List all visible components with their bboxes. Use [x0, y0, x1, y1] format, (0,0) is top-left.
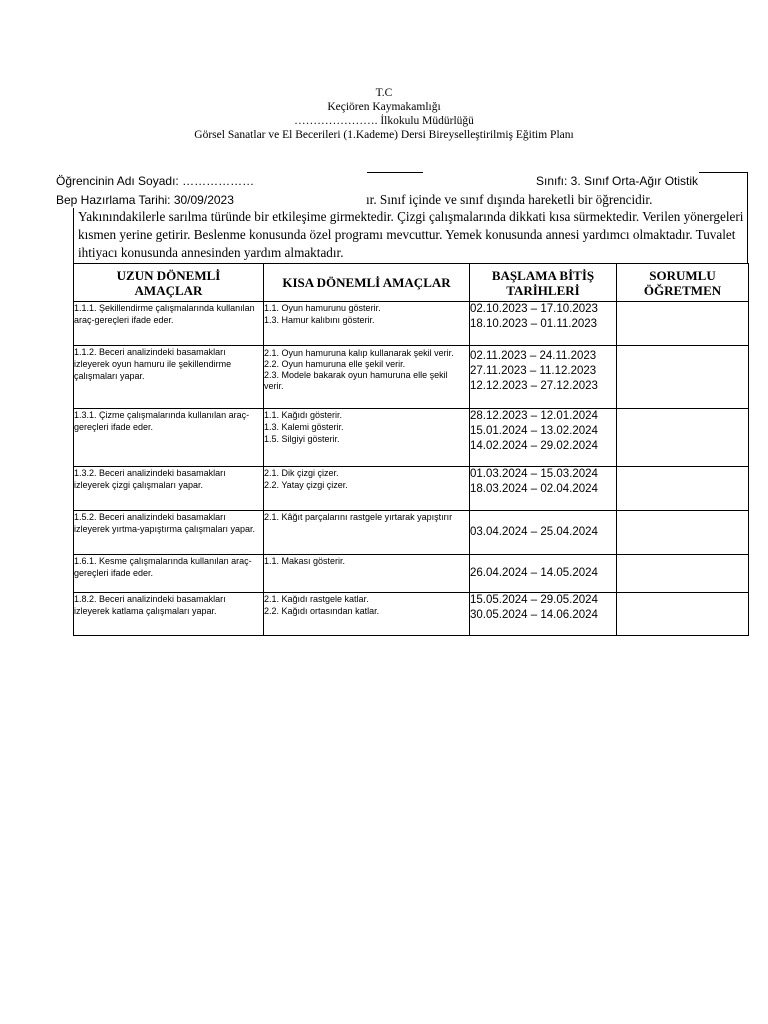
long-term-goal: 1.8.2. Beceri analizindeki basamakları izleyerek katlama çalışmaları yapar.	[74, 593, 264, 636]
short-term-goals	[264, 467, 470, 511]
info-left-border	[73, 208, 74, 263]
short-term-goal: 1.1. Makası gösterir.	[264, 556, 346, 566]
date-range: 30.05.2024 – 14.06.2024	[470, 609, 598, 621]
short-term-goal: 2.3. Modele bakarak oyun hamuruna elle şekil verir.	[264, 370, 448, 391]
date-range-cell	[470, 346, 617, 409]
short-term-goal: 2.2. Yatay çizgi çizer.	[264, 480, 348, 490]
short-term-goals	[264, 346, 470, 409]
teacher-cell	[617, 511, 749, 555]
header-school: …………………. İlkokulu Müdürlüğü	[294, 115, 474, 127]
short-term-goal: 2.1. Kâğıt parçalarını rastgele yırtarak yapıştırır	[264, 512, 453, 522]
short-term-goal: 1.3. Hamur kalıbını gösterir.	[264, 315, 375, 325]
date-range-cell	[470, 302, 617, 346]
long-term-goal: 1.3.2. Beceri analizindeki basamakları izleyerek çizgi çalışmaları yapar.	[74, 467, 264, 511]
date-range-cell	[470, 555, 617, 593]
header-dates-line2: TARİHLERİ	[506, 282, 580, 298]
short-term-goal: 2.2. Oyun hamuruna elle şekil verir.	[264, 359, 406, 369]
table-row	[74, 302, 749, 346]
student-class-label: Sınıfı: 3. Sınıf Orta-Ağır Otistik	[536, 174, 699, 188]
teacher-cell	[617, 302, 749, 346]
date-range: 14.02.2024 – 29.02.2024	[470, 440, 598, 452]
short-term-goal: 1.1. Kağıdı gösterir.	[264, 410, 343, 420]
short-term-goals	[264, 302, 470, 346]
short-term-goal: 2.1. Kağıdı rastgele katlar.	[264, 594, 369, 604]
date-range: 15.01.2024 – 13.02.2024	[470, 425, 598, 437]
long-term-goal: 1.5.2. Beceri analizindeki basamakları izleyerek yırtma-yapıştırma çalışmaları yapar.	[74, 511, 264, 555]
long-term-goal: 1.3.1. Çizme çalışmalarında kullanılan araç-gereçleri ifade eder.	[74, 409, 264, 467]
info-top-rule	[367, 172, 423, 173]
date-range: 03.04.2024 – 25.04.2024	[470, 526, 598, 538]
date-range: 12.12.2023 – 27.12.2023	[470, 380, 598, 392]
short-term-goals	[264, 511, 470, 555]
header-dates-line1: BAŞLAMA BİTİŞ	[491, 267, 595, 283]
header-long-term	[74, 264, 264, 302]
table-row	[74, 593, 749, 636]
teacher-cell	[617, 409, 749, 467]
short-term-goals	[264, 555, 470, 593]
table-row	[74, 555, 749, 593]
long-term-goal: 1.1.2. Beceri analizindeki basamakları izleyerek oyun hamuru ile şekillendirme çalışmaları yapar.	[74, 346, 264, 409]
student-name-label: Öğrencinin Adı Soyadı: ………………	[56, 174, 255, 188]
date-range: 18.10.2023 – 01.11.2023	[470, 318, 598, 330]
header-tc: T.C	[375, 87, 393, 99]
plan-date-label: Bep Hazırlama Tarihi: 30/09/2023	[56, 193, 234, 207]
header-teacher-line2: ÖĞRETMEN	[643, 282, 722, 298]
header-long-term-line2: AMAÇLAR	[134, 282, 203, 298]
header-district: Keçiören Kaymakamlığı	[327, 101, 441, 113]
table-row	[74, 409, 749, 467]
short-term-goal: 1.5. Silgiyi gösterir.	[264, 434, 340, 444]
table-row	[74, 346, 749, 409]
table-row	[74, 467, 749, 511]
info-right-rule	[699, 172, 748, 173]
short-term-goal: 1.1. Oyun hamurunu gösterir.	[264, 303, 381, 313]
header-short-term: KISA DÖNEMLİ AMAÇLAR	[264, 264, 470, 302]
table-row	[74, 511, 749, 555]
long-term-goal: 1.1.1. Şekillendirme çalışmalarında kullanılan araç-gereçleri ifade eder.	[74, 302, 264, 346]
teacher-cell	[617, 555, 749, 593]
header-teacher-line1: SORUMLU	[649, 267, 716, 283]
date-range-cell	[470, 593, 617, 636]
table-header-row	[74, 264, 749, 302]
teacher-cell	[617, 593, 749, 636]
header-dates	[470, 264, 617, 302]
short-term-goals	[264, 409, 470, 467]
short-term-goal: 1.3. Kalemi gösterir.	[264, 422, 344, 432]
teacher-cell	[617, 346, 749, 409]
short-term-goal: 2.1. Oyun hamuruna kalıp kullanarak şekil verir.	[264, 348, 454, 358]
plan-table	[73, 263, 749, 636]
date-range-cell	[470, 409, 617, 467]
date-range: 02.10.2023 – 17.10.2023	[470, 303, 598, 315]
short-term-goal: 2.1. Dik çizgi çizer.	[264, 468, 339, 478]
date-range: 26.04.2024 – 14.05.2024	[470, 567, 598, 579]
date-range: 15.05.2024 – 29.05.2024	[470, 594, 598, 606]
date-range: 01.03.2024 – 15.03.2024	[470, 468, 598, 480]
document-header	[0, 86, 768, 142]
header-plan-title: Görsel Sanatlar ve El Becerileri (1.Kademe) Dersi Bireyselleştirilmiş Eğitim Planı	[194, 129, 574, 141]
long-term-goal: 1.6.1. Kesme çalışmalarında kullanılan araç-gereçleri ifade eder.	[74, 555, 264, 593]
student-description: Yakınındakilerle sarılma türünde bir etkileşime girmektedir. Çizgi çalışmalarında dikkati kısa sürmektedir. Verilen yönergeleri kısmen yerine getirir. Beslenme konusunda özel programı mevcuttur. Yemek konusunda annesi yardımcı olmaktadır. Tuvalet ihtiyacı konusunda annesinden yardım almaktadır.	[78, 209, 744, 260]
header-teacher	[617, 264, 749, 302]
date-range: 28.12.2023 – 12.01.2024	[470, 410, 598, 422]
student-behavior-overlap: ır. Sınıf içinde ve sınıf dışında hareketli bir öğrencidir.	[366, 192, 653, 207]
short-term-goal: 2.2. Kağıdı ortasından katlar.	[264, 606, 380, 616]
date-range-cell	[470, 467, 617, 511]
date-range-cell	[470, 511, 617, 555]
date-range: 02.11.2023 – 24.11.2023	[470, 350, 597, 362]
short-term-goals	[264, 593, 470, 636]
teacher-cell	[617, 467, 749, 511]
date-range: 27.11.2023 – 11.12.2023	[470, 365, 597, 377]
header-long-term-line1: UZUN DÖNEMLİ	[116, 267, 221, 283]
date-range: 18.03.2024 – 02.04.2024	[470, 483, 598, 495]
